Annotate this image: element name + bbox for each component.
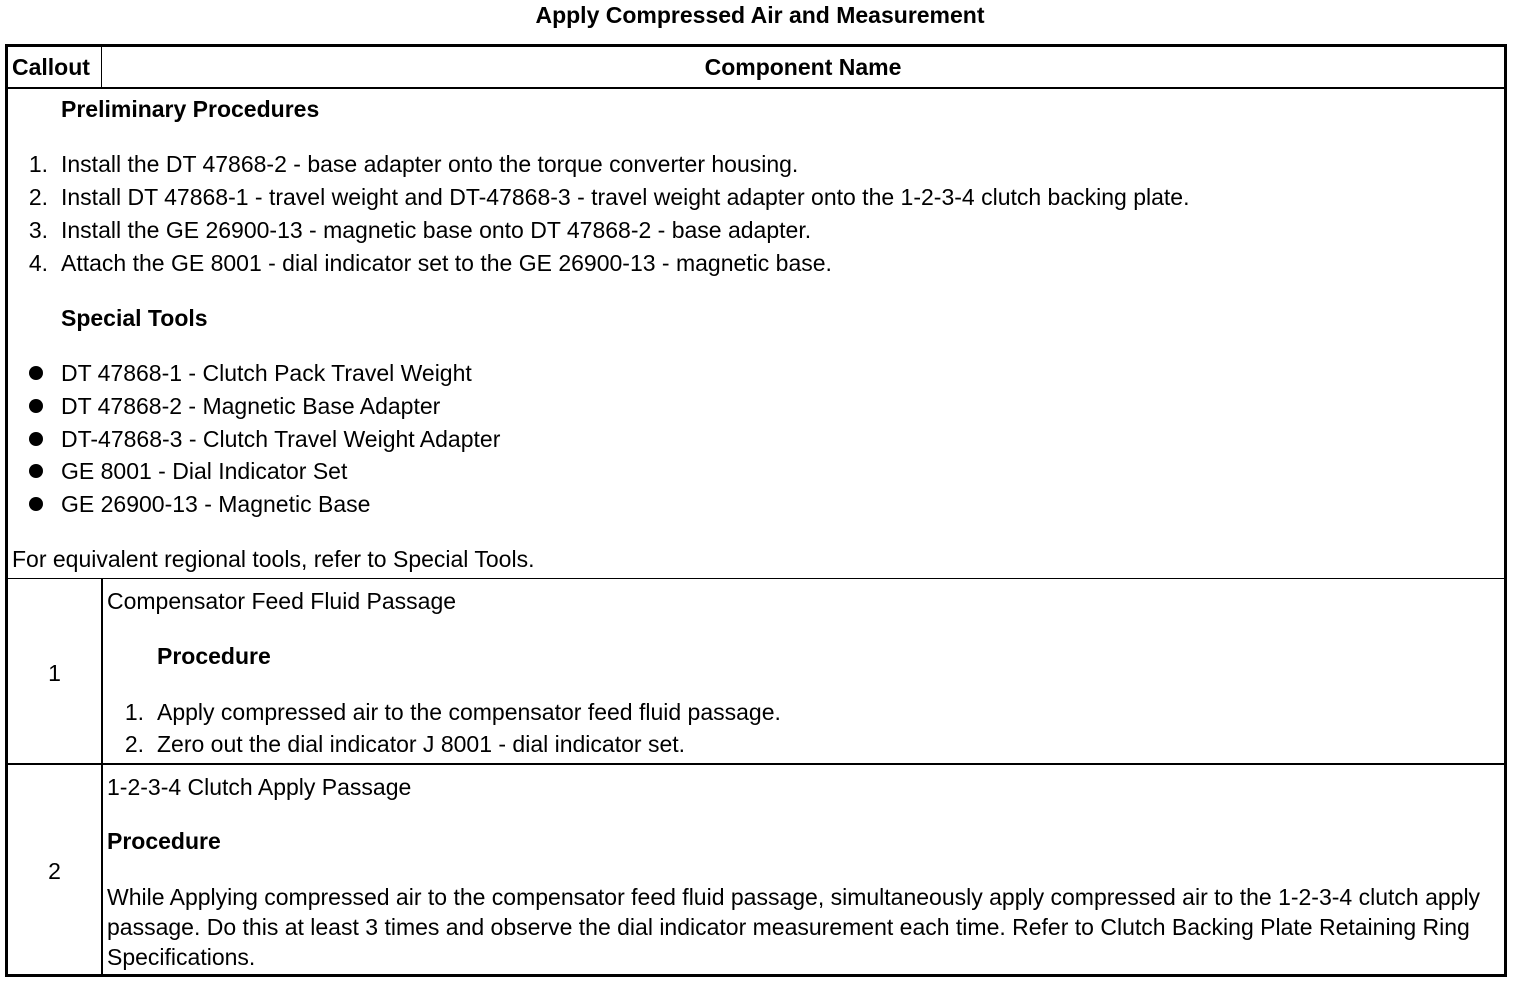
special-tool-item: GE 26900-13 - Magnetic Base xyxy=(61,491,371,517)
preliminary-heading: Preliminary Procedures xyxy=(61,96,320,122)
bullet-icon xyxy=(29,464,43,478)
page-title: Apply Compressed Air and Measurement xyxy=(535,2,985,28)
special-tool-item: DT 47868-2 - Magnetic Base Adapter xyxy=(61,393,441,419)
row-divider xyxy=(8,763,1504,765)
component-name: Compensator Feed Fluid Passage xyxy=(107,588,457,614)
prelim-step-text: Install the DT 47868-2 - base adapter onto the torque converter housing. xyxy=(61,151,799,177)
prelim-step-text: Install the GE 26900-13 - magnetic base onto DT 47868-2 - base adapter. xyxy=(61,217,812,243)
prelim-step-num: 1. xyxy=(28,151,48,177)
component-name: 1-2-3-4 Clutch Apply Passage xyxy=(107,774,412,800)
prelim-step-num: 4. xyxy=(28,250,48,276)
procedure-heading: Procedure xyxy=(157,643,271,669)
callout-number: 2 xyxy=(48,858,61,884)
procedure-step-num: 2. xyxy=(124,731,144,757)
procedure-step-text: Apply compressed air to the compensator feed fluid passage. xyxy=(157,699,781,725)
special-tools-heading: Special Tools xyxy=(61,305,208,331)
special-tool-item: DT-47868-3 - Clutch Travel Weight Adapter xyxy=(61,426,501,452)
procedure-paragraph: While Applying compressed air to the compensator feed fluid passage, simultaneously apply compressed air to the 1-2-3-4 clutch apply passage. Do this at least 3 times and observe the dial indicator measurement each time. Refer to Clutch Backing Plate Retaining Ring Specifications. xyxy=(107,884,1481,970)
procedure-step-num: 1. xyxy=(124,699,144,725)
prelim-step-text: Attach the GE 8001 - dial indicator set to the GE 26900-13 - magnetic base. xyxy=(61,250,832,276)
special-tool-item: DT 47868-1 - Clutch Pack Travel Weight xyxy=(61,360,472,386)
procedure-heading: Procedure xyxy=(107,828,221,854)
bullet-icon xyxy=(29,497,43,511)
header-component-name: Component Name xyxy=(704,54,902,80)
bullet-icon xyxy=(29,432,43,446)
procedure-step-text: Zero out the dial indicator J 8001 - dial indicator set. xyxy=(157,731,686,757)
callout-number: 1 xyxy=(48,660,61,686)
row-column-divider xyxy=(101,578,103,974)
bullet-icon xyxy=(29,366,43,380)
bullet-icon xyxy=(29,399,43,413)
header-divider xyxy=(8,87,1504,89)
prelim-step-num: 2. xyxy=(28,184,48,210)
regional-tools-note: For equivalent regional tools, refer to Special Tools. xyxy=(12,546,535,572)
row-divider xyxy=(8,578,1504,579)
prelim-step-text: Install DT 47868-1 - travel weight and DT-47868-3 - travel weight adapter onto the 1-2-3-4 clutch backing plate. xyxy=(61,184,1190,210)
header-callout: Callout xyxy=(12,54,90,80)
special-tool-item: GE 8001 - Dial Indicator Set xyxy=(61,458,348,484)
prelim-step-num: 3. xyxy=(28,217,48,243)
